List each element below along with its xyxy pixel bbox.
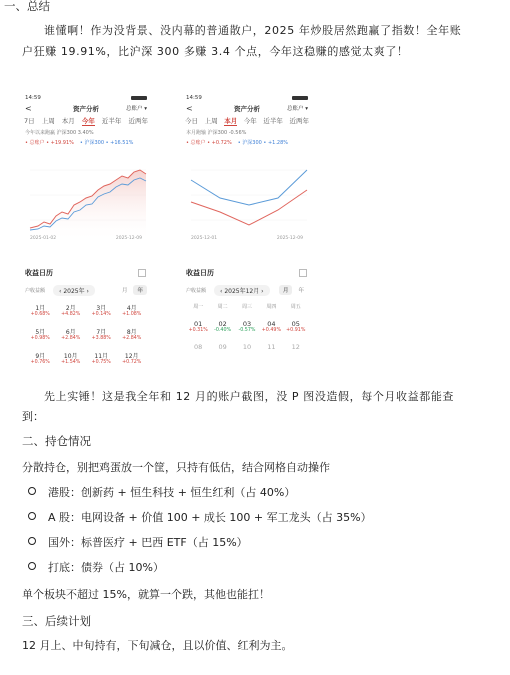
month-return: +0.98%	[30, 336, 50, 341]
axis-start-label: 2025-12-01	[191, 236, 218, 241]
monthly-return-grid	[25, 303, 147, 365]
month-return: +1.08%	[122, 312, 142, 317]
signal-battery-icon	[131, 96, 147, 100]
bullet-icon	[28, 562, 36, 570]
period-tab[interactable]: 上周	[41, 117, 55, 125]
weekday-label: 周三	[241, 304, 252, 310]
status-bar	[183, 93, 311, 102]
day-cell[interactable]	[284, 343, 308, 351]
day-label: 08	[194, 343, 203, 351]
month-label: 11月	[94, 353, 109, 360]
day-cell[interactable]	[235, 320, 259, 333]
period-tabs	[22, 114, 150, 128]
holding-text: A 股：电网设备 + 价值 100 + 成长 100 + 军工龙头（占 35%）	[48, 511, 372, 524]
holding-item	[28, 509, 372, 527]
month-label: 9月	[35, 353, 46, 360]
back-icon[interactable]: <	[186, 103, 193, 113]
account-selector[interactable]: 总账户 ▾	[286, 106, 308, 112]
month-label: 4月	[126, 305, 137, 312]
calendar-title: 收益日历	[186, 269, 214, 277]
account-selector[interactable]: 总账户 ▾	[125, 106, 147, 112]
nav-bar	[183, 102, 311, 114]
bullet-icon	[28, 512, 36, 520]
weekday-label: 周二	[217, 304, 228, 310]
holding-item	[28, 534, 248, 552]
month-label: 5月	[35, 329, 46, 336]
yearly-return-chart	[24, 150, 148, 250]
compare-subline: 今年以来跑赢 沪深300 3.40%	[25, 130, 94, 136]
day-label: 02	[218, 320, 227, 328]
month-return: +0.14%	[91, 312, 111, 317]
month-cell[interactable]	[56, 303, 87, 317]
calendar-share-icon[interactable]	[299, 269, 307, 277]
day-label: 12	[291, 343, 300, 351]
month-return: +4.82%	[61, 312, 81, 317]
month-cell[interactable]	[117, 327, 148, 341]
day-label: 01	[194, 320, 203, 328]
month-label: 7月	[96, 329, 107, 336]
daily-return-grid	[186, 303, 308, 351]
day-return: +0.49%	[261, 328, 282, 333]
section1-heading: 一、总结	[4, 0, 50, 13]
period-tab[interactable]: 今日	[185, 117, 198, 125]
section2-note: 单个板块不超过 15%，就算一个跌，其他也能扛！	[22, 588, 270, 601]
section2-lead: 分散持仓，别把鸡蛋放一个筐，只持有低估，结合网格自动操作	[22, 461, 330, 474]
view-year-toggle[interactable]: 年	[298, 288, 304, 294]
nav-title: 资产分析	[234, 104, 260, 113]
summary-line-1: 谁懂啊！作为没背景、没内幕的普通散户，2025 年炒股居然跑赢了指数！全年账	[44, 24, 462, 37]
day-label: 11	[267, 343, 276, 351]
status-time: 14:59	[186, 94, 202, 101]
day-cell[interactable]	[210, 320, 234, 333]
status-time: 14:59	[25, 94, 41, 101]
month-label: 3月	[96, 305, 107, 312]
month-return: +2.84%	[122, 336, 142, 341]
period-tabs	[183, 114, 311, 128]
day-cell[interactable]	[186, 320, 210, 333]
bullet-icon	[28, 537, 36, 545]
month-cell[interactable]	[86, 303, 117, 317]
day-label: 10	[242, 343, 252, 351]
month-cell[interactable]	[56, 351, 87, 365]
month-cell[interactable]	[86, 351, 117, 365]
period-tab[interactable]: 近半年	[263, 117, 283, 125]
legend-index: • 沪深300 • +1.28%	[237, 140, 289, 146]
month-label: 6月	[65, 329, 76, 336]
period-tab[interactable]: 今年	[243, 117, 257, 125]
month-label: 1月	[35, 305, 46, 312]
axis-end-label: 2025-12-09	[115, 236, 142, 241]
month-cell[interactable]	[56, 327, 87, 341]
view-year-toggle[interactable]: 年	[133, 285, 147, 295]
month-return: +3.88%	[91, 336, 111, 341]
period-tab[interactable]: 今年	[81, 117, 95, 125]
back-icon[interactable]: <	[25, 103, 32, 113]
month-cell[interactable]	[25, 327, 56, 341]
day-label: 03	[242, 320, 252, 328]
yearbar-label: 户收益额	[186, 287, 207, 294]
index-line	[191, 170, 307, 205]
month-return: +0.76%	[30, 360, 50, 365]
summary-line-2: 户狂赚 19.91%，比沪深 300 多赚 3.4 个点，今年这稳赚的感觉太爽了！	[22, 45, 409, 58]
period-tab[interactable]: 近半年	[101, 117, 122, 125]
section2-heading: 二、持仓情况	[22, 434, 91, 448]
weekday-label: 周一	[193, 304, 204, 310]
axis-end-label: 2025-12-09	[276, 236, 303, 241]
yearbar-label: 户收益额	[25, 287, 46, 294]
month-return: +1.54%	[61, 360, 81, 365]
axis-start-label: 2025-01-02	[30, 236, 57, 241]
day-return: -0.57%	[238, 328, 256, 333]
monthly-return-chart	[185, 150, 309, 250]
legend-account: • 总账户 • +0.72%	[186, 140, 232, 146]
chart-legend	[183, 137, 311, 148]
weekday-label: 周五	[290, 304, 301, 310]
compare-subline: 本月跑输 沪深300 -0.56%	[186, 130, 247, 136]
account-area	[30, 170, 146, 242]
nav-title: 资产分析	[73, 104, 99, 113]
month-label: 10月	[63, 353, 78, 360]
day-cell[interactable]	[186, 343, 210, 351]
signal-battery-icon	[292, 96, 308, 100]
month-picker[interactable]: ‹ 2025年12月 ›	[214, 285, 270, 296]
calendar-title: 收益日历	[25, 269, 53, 277]
day-label: 09	[218, 343, 227, 351]
holding-item	[28, 559, 164, 577]
view-month-toggle[interactable]: 月	[121, 288, 128, 294]
holding-text: 打底：债券（占 10%）	[48, 561, 164, 574]
calendar-month-bar	[186, 284, 308, 296]
period-tab[interactable]: 近两年	[128, 117, 148, 125]
holding-text: 国外：标普医疗 + 巴西 ETF（占 15%）	[48, 536, 248, 549]
period-tab[interactable]: 近两年	[289, 117, 309, 125]
legend-index: • 沪深300 • +16.51%	[79, 140, 134, 146]
month-label: 2月	[65, 305, 76, 312]
month-label: 8月	[126, 329, 137, 336]
section3-heading: 三、后续计划	[22, 614, 91, 628]
nav-bar	[22, 102, 150, 114]
calendar-share-icon[interactable]	[138, 269, 146, 277]
month-cell[interactable]	[25, 303, 56, 317]
phone-screenshot-yearly	[22, 93, 150, 383]
day-return: -0.40%	[214, 328, 232, 333]
day-cell[interactable]	[259, 343, 283, 351]
weekday-label: 周四	[266, 304, 277, 310]
day-cell[interactable]	[259, 320, 283, 333]
day-return: +0.31%	[188, 328, 208, 333]
legend-account: • 总账户 • +19.91%	[25, 140, 74, 146]
day-return: +0.91%	[286, 328, 306, 333]
status-bar	[22, 93, 150, 102]
month-cell[interactable]	[86, 327, 117, 341]
day-cell[interactable]	[284, 320, 308, 333]
month-cell[interactable]	[117, 303, 148, 317]
period-tab[interactable]: 上周	[204, 117, 218, 125]
month-label: 12月	[124, 353, 139, 360]
caption-line-2: 到：	[22, 410, 44, 423]
section3-text: 12 月上、中旬持有，下旬减仓，且以价值、红利为主。	[22, 639, 293, 652]
year-picker[interactable]: ‹ 2025年 ›	[53, 285, 95, 296]
period-tab[interactable]: 7日	[24, 117, 35, 125]
month-return: +0.72%	[122, 360, 142, 365]
phone-screenshot-monthly	[183, 93, 311, 383]
month-return: +0.75%	[91, 360, 111, 365]
period-tab[interactable]: 本月	[224, 117, 238, 125]
caption-line-1: 先上实锤！这是我全年和 12 月的账户截图，没 P 图没造假，每个月收益都能查	[44, 390, 455, 403]
view-month-toggle[interactable]: 月	[279, 285, 293, 295]
month-cell[interactable]	[117, 351, 148, 365]
chart-legend	[22, 137, 150, 148]
day-cell[interactable]	[235, 343, 259, 351]
calendar-year-bar	[25, 284, 147, 296]
day-label: 04	[267, 320, 276, 328]
month-cell[interactable]	[25, 351, 56, 365]
period-tab[interactable]: 本月	[61, 117, 75, 125]
holding-text: 港股：创新药 + 恒生科技 + 恒生红利（占 40%）	[48, 486, 296, 499]
day-label: 05	[291, 320, 300, 328]
day-cell[interactable]	[210, 343, 234, 351]
month-return: +2.84%	[61, 336, 81, 341]
bullet-icon	[28, 487, 36, 495]
holding-item	[28, 484, 295, 502]
month-return: +0.68%	[30, 312, 50, 317]
